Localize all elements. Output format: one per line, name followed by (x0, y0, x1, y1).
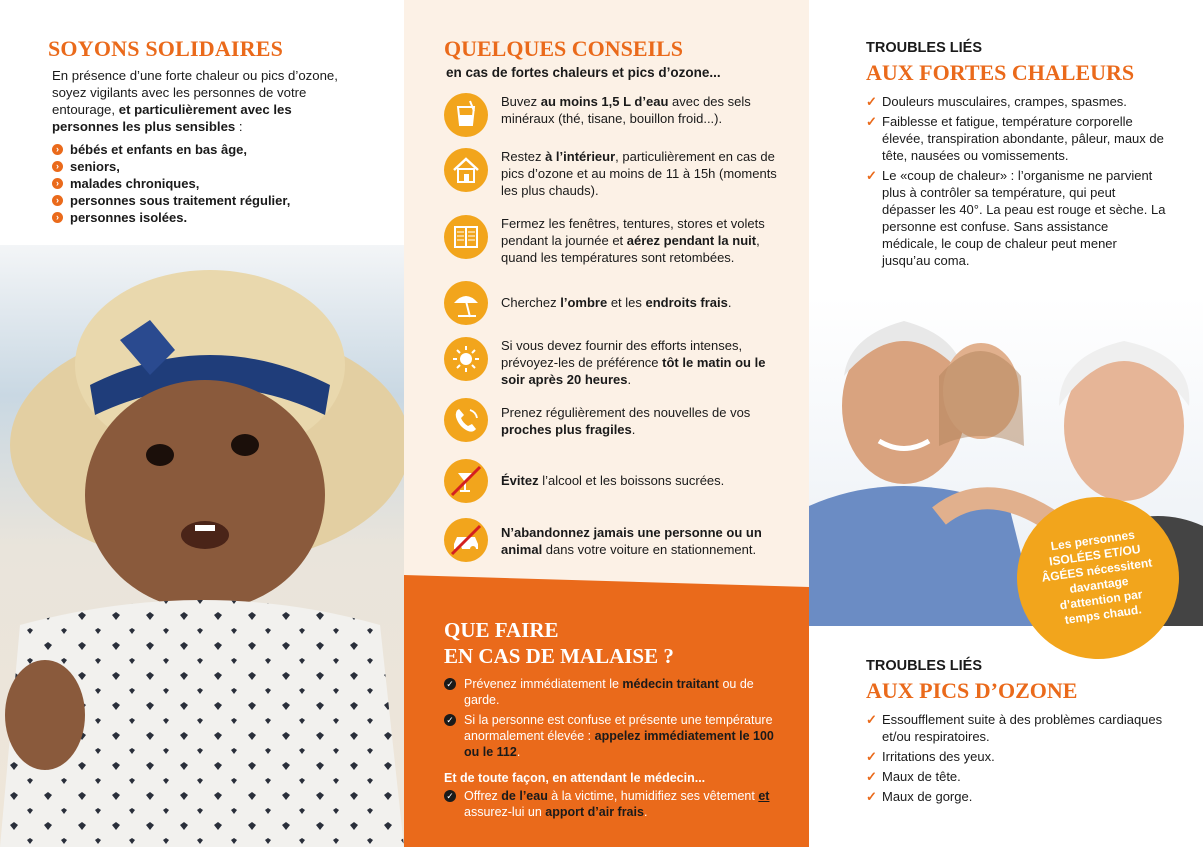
tip-close-windows (444, 215, 794, 265)
troubles-column (809, 0, 1203, 847)
list-item: ✓ Faiblesse et fatigue, température corporelle élevée, transpiration abondante, pâleur, maux de tête, nausées ou vomissements. (866, 114, 1164, 163)
drink-glass-icon (444, 93, 488, 137)
house-icon (444, 148, 488, 192)
intro-text: En présence d’une forte chaleur ou pics d’ozone, soyez vigilants avec les personnes de votre entourage, (52, 68, 338, 117)
arrow-right-icon: › (52, 195, 63, 206)
list-item: › personnes isolées. (52, 209, 290, 226)
check-icon: ✓ (444, 678, 456, 690)
tip-stay-inside (444, 148, 794, 198)
list-item: ✓ Si la personne est confuse et présente une température anormalement élevée : appelez immédiatement le 100 ou le 112. (444, 712, 784, 760)
list-item: ✓ Prévenez immédiatement le médecin traitant ou de garde. (444, 676, 784, 708)
tip-shade (444, 281, 794, 327)
list-item: ✓ Offrez de l’eau à la victime, humidifiez ses vêtement et assurez-lui un apport d’air frais. (444, 788, 784, 820)
check-icon: ✓ (866, 749, 877, 764)
malaise-title-line2: EN CAS DE MALAISE ? (444, 644, 674, 668)
phone-icon (444, 398, 488, 442)
tip-text: Prenez régulièrement des nouvelles de vos proches plus fragiles. (501, 405, 751, 437)
conseils-subtitle: en cas de fortes chaleurs et pics d’ozone... (446, 65, 721, 80)
tip-call-relatives (444, 398, 794, 444)
list-item: ✓ Maux de tête. (866, 769, 961, 784)
check-icon: ✓ (866, 94, 877, 109)
arrow-right-icon: › (52, 212, 63, 223)
solidaires-title: SOYONS SOLIDAIRES (48, 36, 284, 61)
tip-drink (444, 93, 794, 139)
arrow-right-icon: › (52, 144, 63, 155)
list-item: › seniors, (52, 158, 290, 175)
check-icon: ✓ (866, 712, 877, 727)
tip-car (444, 518, 794, 564)
tip-text: N’abandonnez jamais une personne ou un animal dans votre voiture en stationnement. (501, 525, 762, 557)
intro-end: : (235, 119, 243, 134)
list-item: › malades chroniques, (52, 175, 290, 192)
ozone-list (866, 711, 1166, 808)
intro-bold-text: et particulièrement avec les personnes les plus sensibles (52, 102, 292, 134)
ozone-title: AUX PICS D’OZONE (866, 678, 1078, 703)
malaise-list (444, 676, 784, 824)
parasol-icon (444, 281, 488, 325)
tip-text: Cherchez l’ombre et les endroits frais. (501, 295, 732, 310)
list-item: › bébés et enfants en bas âge, (52, 141, 290, 158)
tip-effort (444, 337, 794, 387)
tip-avoid-alcohol (444, 459, 794, 505)
list-item: ✓ Le «coup de chaleur» : l’organisme ne parvient plus à contrôler sa température, qui peut dépasser les 40°. La peau est rouge et sèche. La personne est confuse. Sans assistance médicale, le coup de chaleur peut mener jusqu’au coma. (866, 168, 1166, 268)
chaleurs-title: AUX FORTES CHALEURS (866, 60, 1135, 85)
no-car-icon (444, 518, 488, 562)
check-icon: ✓ (444, 714, 456, 726)
check-icon: ✓ (866, 168, 877, 183)
tip-text: Buvez au moins 1,5 L d’eau avec des sels minéraux (thé, tisane, bouillon froid...). (501, 94, 751, 126)
arrow-right-icon: › (52, 178, 63, 189)
conseils-title: QUELQUES CONSEILS (444, 36, 684, 61)
check-icon: ✓ (866, 114, 877, 129)
arrow-right-icon: › (52, 161, 63, 172)
list-item: ✓ Irritations des yeux. (866, 749, 995, 764)
solidaires-column (0, 0, 404, 847)
solidaires-intro (52, 67, 352, 135)
tip-text: Fermez les fenêtres, tentures, stores et volets pendant la journée et aérez pendant la nuit, quand les températures sont retombées. (501, 216, 765, 265)
tip-text: Évitez l’alcool et les boissons sucrées. (501, 473, 725, 488)
list-item: ✓ Essoufflement suite à des problèmes cardiaques et/ou respiratoires. (866, 712, 1163, 744)
list-item: ✓ Douleurs musculaires, crampes, spasmes. (866, 94, 1127, 109)
chaleurs-kicker: TROUBLES LIÉS (866, 40, 983, 56)
list-item: › personnes sous traitement régulier, (52, 192, 290, 209)
chaleurs-list (866, 93, 1166, 272)
ozone-kicker: TROUBLES LIÉS (866, 658, 983, 674)
list-item: ✓ Maux de gorge. (866, 789, 973, 804)
malaise-note: Et de toute façon, en attendant le médecin... (444, 771, 706, 785)
tip-text: Restez à l’intérieur, particulièrement en cas de pics d’ozone et au moins de 11 à 15h (moments les plus chauds). (501, 149, 777, 198)
malaise-title (444, 617, 674, 669)
window-shutters-icon (444, 215, 488, 259)
check-icon: ✓ (866, 769, 877, 784)
isolated-elderly-badge: Les personnes ISOLÉES ET/OU ÂGÉES nécessitent davantage d’attention par temps chaud. (1007, 487, 1190, 670)
sensitive-people-list (52, 141, 290, 226)
baby-with-hat-photo (0, 245, 404, 847)
malaise-title-line1: QUE FAIRE (444, 618, 559, 642)
tip-text: Si vous devez fournir des efforts intenses, prévoyez-les de préférence tôt le matin ou le soir après 20 heures. (501, 338, 766, 387)
sun-runner-icon (444, 337, 488, 381)
check-icon: ✓ (866, 789, 877, 804)
no-alcohol-icon (444, 459, 488, 503)
check-icon: ✓ (444, 790, 456, 802)
